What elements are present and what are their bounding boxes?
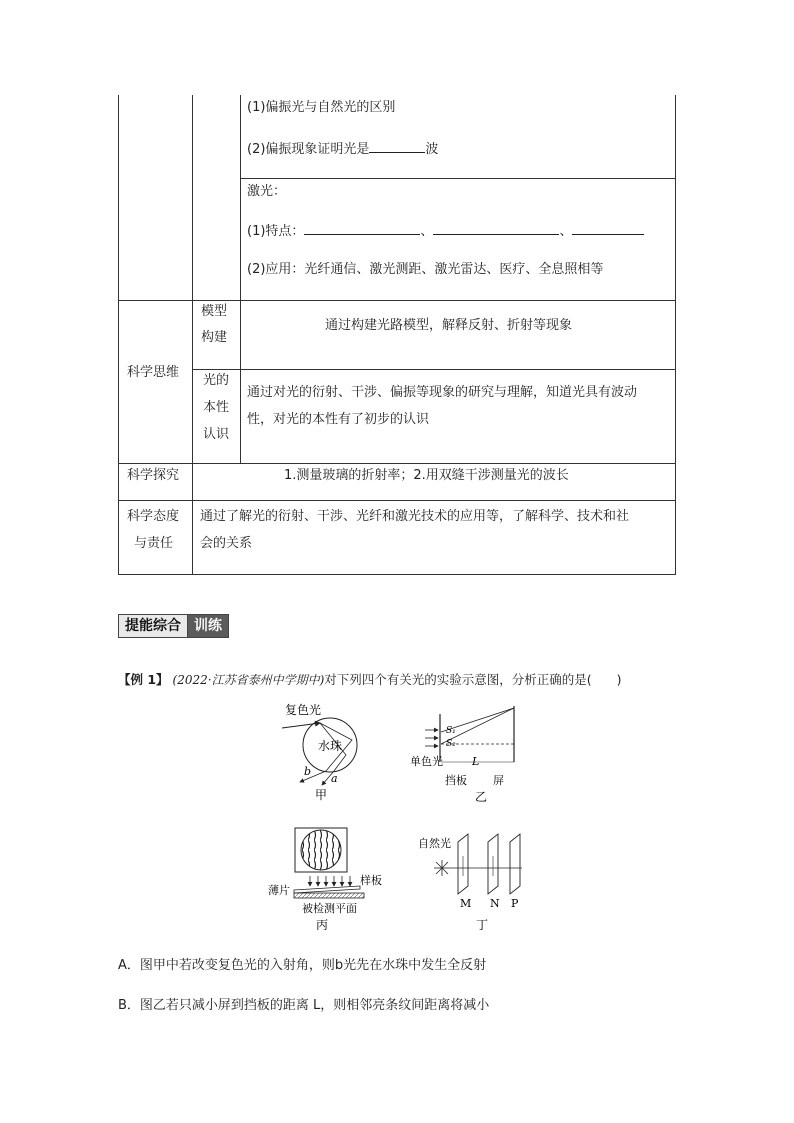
laser-features — [247, 222, 644, 240]
model-label-1: 模型 — [201, 304, 228, 319]
attitude-content-1: 通过了解光的衍射、干涉、光纤和激光技术的应用等，了解科学、技术和社 — [200, 509, 630, 524]
laser-title: 激光： — [247, 184, 287, 199]
inquiry-content: 1.测量玻璃的折射率；2.用双缝干涉测量光的波长 — [284, 468, 569, 483]
label-natural-light: 自然光 — [418, 837, 451, 850]
answer-blank — [433, 222, 559, 235]
laser-feature-sep: 、 — [559, 224, 573, 239]
section-badge — [118, 614, 229, 638]
attitude-label-1: 科学态度 — [127, 509, 180, 524]
polarization-item-2-suffix: 波 — [425, 142, 439, 157]
polarization-item-2 — [247, 140, 438, 158]
example-tag: 【例 1】 — [118, 672, 169, 687]
nature-label-1: 光的 — [203, 373, 230, 388]
label-mono-light: 单色光 — [410, 755, 443, 768]
label-water-drop: 水珠 — [318, 739, 343, 753]
screen-p — [510, 834, 520, 894]
model-label-2: 构建 — [201, 330, 228, 345]
example-question — [118, 672, 622, 687]
label-surface: 被检测平面 — [302, 902, 357, 915]
answer-blank — [572, 222, 644, 235]
option-a: A．图甲中若改变复色光的入射角，则b光先在水珠中发生全反射 — [118, 958, 487, 973]
label-compound-light: 复色光 — [285, 703, 322, 717]
section-badge-left: 提能综合 — [118, 614, 187, 638]
sample-plate — [294, 886, 360, 893]
label-s2: S₂ — [446, 739, 456, 749]
polarization-item-2-prefix: (2)偏振现象证明光是 — [247, 142, 370, 157]
label-film: 薄片 — [268, 884, 290, 897]
laser-application: (2)应用：光纤通信、激光测距、激光雷达、医疗、全息照相等 — [247, 262, 604, 277]
label-m: M — [460, 897, 472, 910]
answer-blank — [369, 140, 425, 153]
example-source: (2022·江苏省泰州中学期中) — [172, 673, 325, 687]
fringe-circle — [301, 830, 341, 870]
test-surface — [294, 893, 364, 898]
label-a: a — [331, 772, 338, 785]
label-baffle: 挡板 — [445, 774, 467, 787]
label-s1: S₁ — [446, 726, 456, 736]
experiment-figures — [260, 700, 540, 940]
sci-thinking-label: 科学思维 — [127, 365, 180, 380]
natural-light-symbol — [434, 860, 450, 876]
sci-inquiry-label: 科学探究 — [127, 468, 180, 483]
option-b: B．图乙若只减小屏到挡板的距离 L，则相邻亮条纹间距离将减小 — [118, 998, 490, 1013]
incident-ray — [282, 723, 320, 728]
example-question-text: 对下列四个有关光的实验示意图，分析正确的是( ) — [324, 672, 622, 687]
nature-label-2: 本性 — [203, 400, 230, 415]
section-badge-right: 训练 — [187, 614, 229, 638]
caption-bing: 丙 — [316, 918, 329, 932]
nature-label-3: 认识 — [203, 427, 230, 442]
label-n: N — [490, 897, 500, 910]
label-sample: 样板 — [360, 874, 382, 887]
label-screen: 屏 — [493, 774, 504, 787]
laser-feature-prefix: (1)特点： — [247, 224, 305, 239]
figure-bing — [268, 828, 382, 932]
polarization-item-1: (1)偏振光与自然光的区别 — [247, 100, 396, 115]
label-L: L — [472, 755, 480, 768]
label-b: b — [304, 765, 312, 778]
laser-feature-sep: 、 — [420, 224, 434, 239]
label-p: P — [511, 897, 519, 910]
caption-jia: 甲 — [315, 788, 328, 802]
attitude-label-2: 与责任 — [134, 536, 174, 551]
nature-content-2: 性，对光的本性有了初步的认识 — [247, 412, 430, 427]
model-content: 通过构建光路模型，解释反射、折射等现象 — [325, 318, 573, 333]
figure-jia — [282, 702, 357, 802]
answer-blank — [304, 222, 420, 235]
attitude-content-2: 会的关系 — [200, 536, 253, 551]
figure-yi — [410, 706, 514, 804]
figure-ding — [418, 834, 522, 932]
caption-yi: 乙 — [475, 790, 488, 804]
caption-ding: 丁 — [476, 918, 489, 932]
nature-content-1: 通过对光的衍射、干涉、偏振等现象的研究与理解，知道光具有波动 — [247, 385, 638, 400]
